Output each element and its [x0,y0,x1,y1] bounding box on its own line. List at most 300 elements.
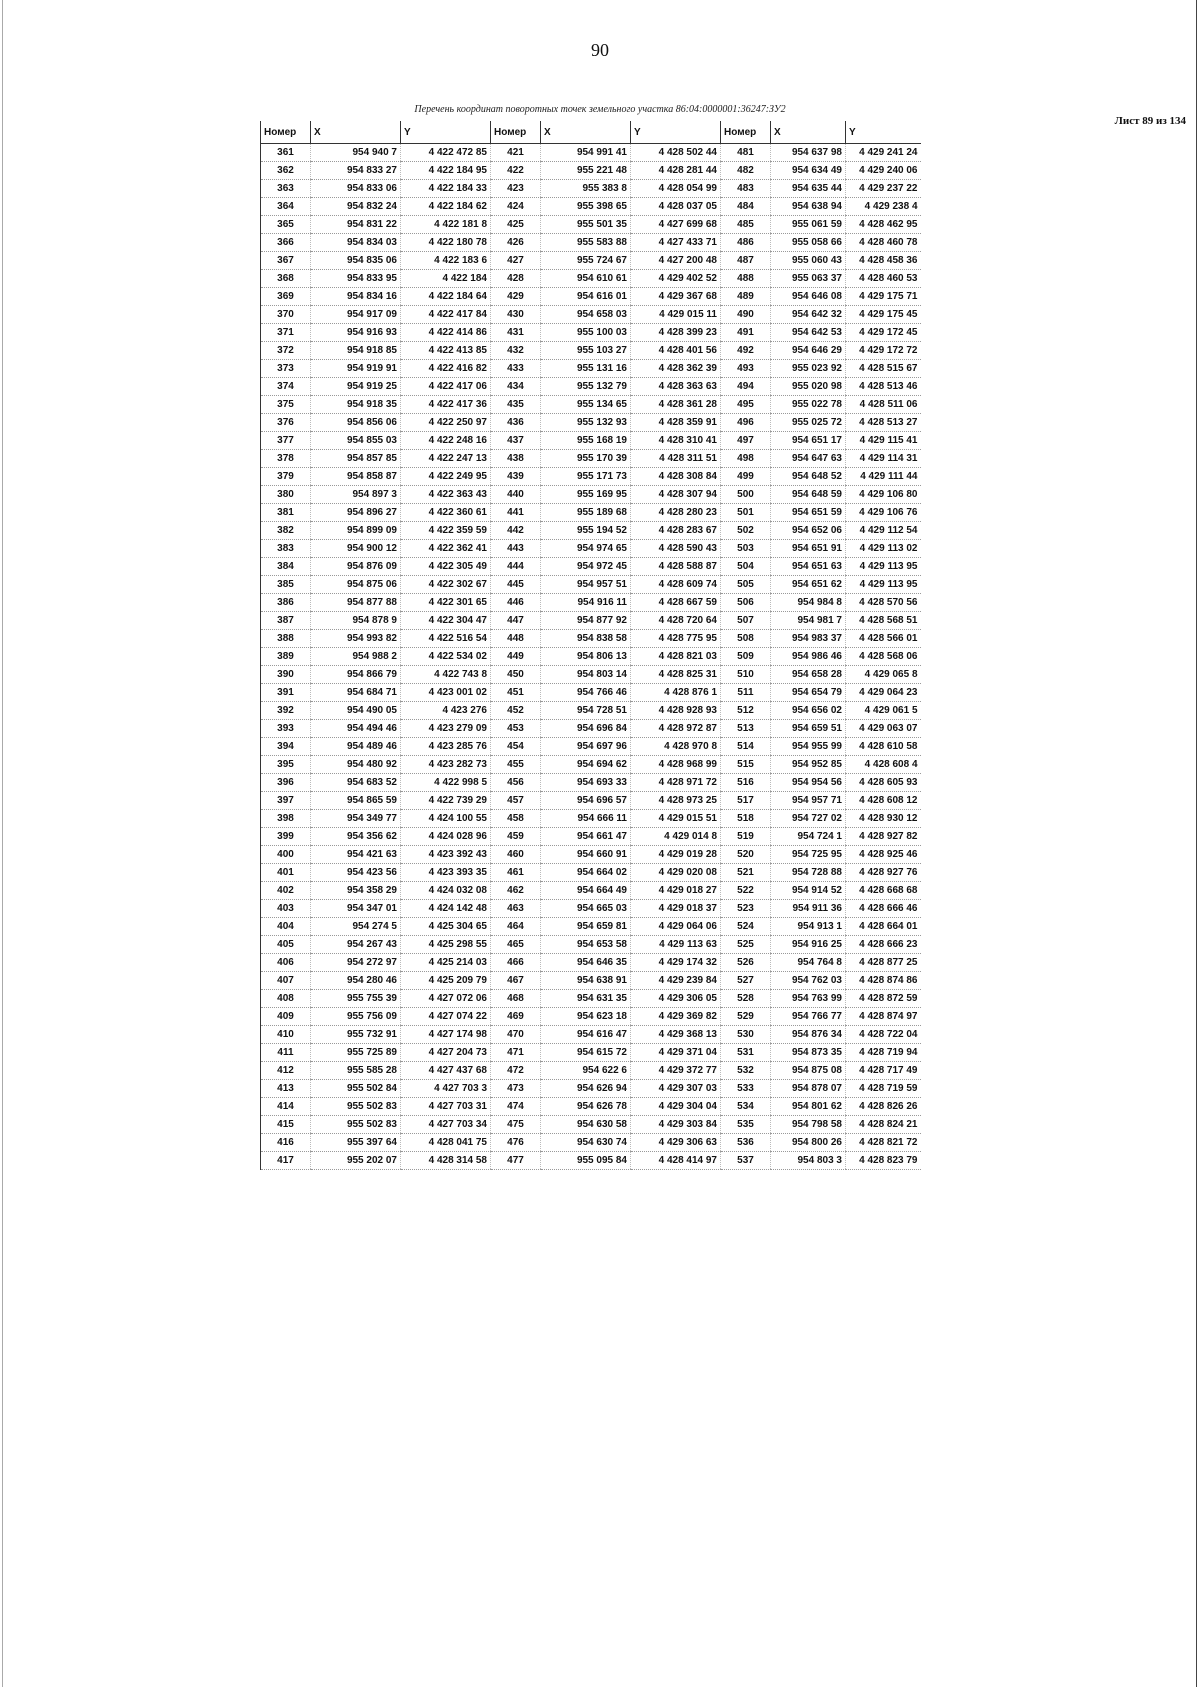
cell-y-3: 4 428 719 94 [846,1044,921,1062]
cell-x-3: 954 986 46 [771,648,846,666]
cell-number-1: 386 [261,594,311,612]
cell-y-3: 4 429 172 45 [846,324,921,342]
cell-y-1: 4 422 184 62 [401,198,491,216]
cell-x-1: 954 480 92 [311,756,401,774]
cell-y-3: 4 428 608 12 [846,792,921,810]
cell-number-3: 487 [721,252,771,270]
table-row [261,792,921,810]
cell-y-2: 4 427 699 68 [631,216,721,234]
cell-x-2: 954 630 58 [541,1116,631,1134]
cell-number-3: 536 [721,1134,771,1152]
cell-number-1: 371 [261,324,311,342]
cell-x-1: 954 267 43 [311,936,401,954]
cell-y-2: 4 428 972 87 [631,720,721,738]
cell-x-3: 954 646 29 [771,342,846,360]
cell-x-2: 954 957 51 [541,576,631,594]
cell-number-2: 443 [491,540,541,558]
cell-number-2: 442 [491,522,541,540]
cell-x-3: 954 651 63 [771,558,846,576]
cell-y-2: 4 429 372 77 [631,1062,721,1080]
table-row [261,954,921,972]
cell-number-2: 425 [491,216,541,234]
cell-x-1: 955 502 83 [311,1116,401,1134]
cell-number-1: 361 [261,144,311,162]
cell-number-2: 437 [491,432,541,450]
cell-x-1: 954 494 46 [311,720,401,738]
cell-number-1: 416 [261,1134,311,1152]
cell-y-2: 4 428 971 72 [631,774,721,792]
cell-y-2: 4 429 018 27 [631,882,721,900]
cell-x-3: 954 763 99 [771,990,846,1008]
cell-number-1: 391 [261,684,311,702]
cell-y-3: 4 429 240 06 [846,162,921,180]
table-row [261,720,921,738]
cell-x-1: 954 917 09 [311,306,401,324]
cell-x-2: 955 501 35 [541,216,631,234]
cell-x-1: 954 358 29 [311,882,401,900]
table-row [261,396,921,414]
cell-x-1: 954 918 85 [311,342,401,360]
cell-number-3: 492 [721,342,771,360]
cell-number-3: 493 [721,360,771,378]
cell-y-3: 4 428 821 72 [846,1134,921,1152]
table-row [261,414,921,432]
cell-x-2: 954 615 72 [541,1044,631,1062]
cell-x-2: 954 661 47 [541,828,631,846]
cell-y-1: 4 422 417 84 [401,306,491,324]
cell-x-2: 954 616 47 [541,1026,631,1044]
table-row [261,558,921,576]
cell-y-2: 4 428 414 97 [631,1152,721,1170]
table-row [261,684,921,702]
cell-number-1: 380 [261,486,311,504]
cell-y-1: 4 423 393 35 [401,864,491,882]
cell-number-1: 413 [261,1080,311,1098]
cell-x-3: 954 800 26 [771,1134,846,1152]
cell-x-1: 954 835 06 [311,252,401,270]
cell-y-1: 4 427 703 34 [401,1116,491,1134]
cell-y-2: 4 428 359 91 [631,414,721,432]
cell-x-2: 954 974 65 [541,540,631,558]
cell-number-1: 400 [261,846,311,864]
cell-y-1: 4 425 298 55 [401,936,491,954]
cell-number-2: 430 [491,306,541,324]
cell-x-2: 955 398 65 [541,198,631,216]
cell-y-1: 4 423 276 [401,702,491,720]
table-row [261,756,921,774]
cell-x-1: 954 988 2 [311,648,401,666]
cell-y-2: 4 428 399 23 [631,324,721,342]
cell-number-3: 524 [721,918,771,936]
cell-number-3: 495 [721,396,771,414]
cell-x-3: 954 652 06 [771,522,846,540]
header-number-2: Номер [491,121,541,144]
cell-number-3: 503 [721,540,771,558]
cell-x-2: 954 991 41 [541,144,631,162]
cell-x-2: 954 616 01 [541,288,631,306]
cell-number-1: 406 [261,954,311,972]
cell-number-2: 454 [491,738,541,756]
cell-y-3: 4 429 175 71 [846,288,921,306]
cell-x-2: 954 972 45 [541,558,631,576]
cell-number-2: 459 [491,828,541,846]
cell-x-3: 954 766 77 [771,1008,846,1026]
cell-number-3: 535 [721,1116,771,1134]
header-x-1: X [311,121,401,144]
cell-x-2: 954 623 18 [541,1008,631,1026]
cell-x-1: 955 502 83 [311,1098,401,1116]
cell-number-2: 449 [491,648,541,666]
cell-number-2: 433 [491,360,541,378]
table-row [261,216,921,234]
table-row [261,774,921,792]
cell-number-2: 469 [491,1008,541,1026]
cell-y-3: 4 428 462 95 [846,216,921,234]
cell-x-3: 954 984 8 [771,594,846,612]
cell-y-2: 4 429 369 82 [631,1008,721,1026]
cell-y-3: 4 429 113 95 [846,576,921,594]
table-row [261,504,921,522]
table-row [261,918,921,936]
cell-x-1: 954 856 06 [311,414,401,432]
cell-x-1: 954 855 03 [311,432,401,450]
cell-y-1: 4 423 279 09 [401,720,491,738]
cell-x-2: 955 171 73 [541,468,631,486]
cell-number-2: 462 [491,882,541,900]
cell-number-3: 527 [721,972,771,990]
cell-y-3: 4 428 719 59 [846,1080,921,1098]
cell-number-2: 457 [491,792,541,810]
cell-x-3: 955 025 72 [771,414,846,432]
cell-y-1: 4 428 314 58 [401,1152,491,1170]
cell-number-2: 471 [491,1044,541,1062]
cell-x-1: 954 896 27 [311,504,401,522]
cell-x-3: 954 911 36 [771,900,846,918]
cell-number-3: 515 [721,756,771,774]
cell-number-3: 518 [721,810,771,828]
cell-y-2: 4 428 667 59 [631,594,721,612]
cell-x-1: 954 866 79 [311,666,401,684]
cell-number-2: 428 [491,270,541,288]
cell-x-3: 954 651 91 [771,540,846,558]
table-row [261,486,921,504]
cell-number-2: 452 [491,702,541,720]
cell-number-3: 525 [721,936,771,954]
cell-number-1: 404 [261,918,311,936]
cell-x-3: 954 876 34 [771,1026,846,1044]
cell-number-2: 447 [491,612,541,630]
cell-number-2: 453 [491,720,541,738]
cell-y-3: 4 429 065 8 [846,666,921,684]
cell-number-2: 423 [491,180,541,198]
cell-number-2: 439 [491,468,541,486]
cell-x-1: 954 272 97 [311,954,401,972]
cell-x-1: 954 919 25 [311,378,401,396]
table-row [261,1062,921,1080]
cell-number-3: 516 [721,774,771,792]
cell-x-1: 955 732 91 [311,1026,401,1044]
cell-x-1: 954 876 09 [311,558,401,576]
cell-x-2: 954 728 51 [541,702,631,720]
cell-y-1: 4 422 183 6 [401,252,491,270]
cell-number-1: 411 [261,1044,311,1062]
cell-number-1: 393 [261,720,311,738]
cell-y-2: 4 429 174 32 [631,954,721,972]
cell-x-3: 954 727 02 [771,810,846,828]
cell-x-2: 954 877 92 [541,612,631,630]
cell-number-3: 534 [721,1098,771,1116]
cell-x-3: 954 635 44 [771,180,846,198]
cell-number-1: 399 [261,828,311,846]
table-row [261,648,921,666]
cell-number-1: 373 [261,360,311,378]
cell-y-3: 4 428 722 04 [846,1026,921,1044]
cell-number-3: 520 [721,846,771,864]
cell-number-2: 444 [491,558,541,576]
cell-y-1: 4 422 360 61 [401,504,491,522]
cell-x-2: 954 659 81 [541,918,631,936]
cell-y-2: 4 428 280 23 [631,504,721,522]
cell-number-1: 398 [261,810,311,828]
cell-number-2: 421 [491,144,541,162]
cell-y-3: 4 429 111 44 [846,468,921,486]
cell-y-3: 4 429 113 02 [846,540,921,558]
table-header-row [261,121,921,144]
cell-y-1: 4 422 184 95 [401,162,491,180]
cell-x-3: 954 764 8 [771,954,846,972]
cell-x-1: 954 834 03 [311,234,401,252]
cell-y-2: 4 429 014 8 [631,828,721,846]
cell-x-2: 954 693 33 [541,774,631,792]
cell-number-2: 427 [491,252,541,270]
cell-number-3: 517 [721,792,771,810]
cell-y-1: 4 424 028 96 [401,828,491,846]
cell-x-2: 954 626 94 [541,1080,631,1098]
cell-x-2: 955 221 48 [541,162,631,180]
cell-x-2: 955 169 95 [541,486,631,504]
cell-number-3: 506 [721,594,771,612]
cell-y-1: 4 422 417 36 [401,396,491,414]
cell-number-1: 362 [261,162,311,180]
cell-y-2: 4 428 361 28 [631,396,721,414]
cell-x-1: 954 423 56 [311,864,401,882]
cell-y-1: 4 425 209 79 [401,972,491,990]
table-row [261,252,921,270]
cell-y-2: 4 428 054 99 [631,180,721,198]
cell-y-3: 4 428 513 27 [846,414,921,432]
cell-y-2: 4 428 973 25 [631,792,721,810]
cell-number-3: 504 [721,558,771,576]
cell-number-3: 528 [721,990,771,1008]
cell-number-1: 403 [261,900,311,918]
table-row [261,234,921,252]
cell-y-3: 4 428 824 21 [846,1116,921,1134]
cell-y-2: 4 427 433 71 [631,234,721,252]
cell-x-3: 954 762 03 [771,972,846,990]
cell-number-2: 474 [491,1098,541,1116]
cell-y-3: 4 428 568 51 [846,612,921,630]
table-row [261,1116,921,1134]
cell-number-3: 505 [721,576,771,594]
cell-x-2: 954 626 78 [541,1098,631,1116]
page-number: 90 [591,40,609,60]
cell-y-3: 4 428 458 36 [846,252,921,270]
cell-y-2: 4 429 239 84 [631,972,721,990]
cell-y-2: 4 428 310 41 [631,432,721,450]
cell-number-1: 414 [261,1098,311,1116]
cell-x-3: 954 913 1 [771,918,846,936]
cell-x-1: 954 899 09 [311,522,401,540]
cell-y-1: 4 422 413 85 [401,342,491,360]
cell-number-3: 510 [721,666,771,684]
cell-y-3: 4 428 664 01 [846,918,921,936]
cell-x-1: 954 875 06 [311,576,401,594]
cell-x-2: 954 838 58 [541,630,631,648]
table-row [261,738,921,756]
table-row [261,1026,921,1044]
cell-x-2: 954 666 11 [541,810,631,828]
cell-y-2: 4 428 821 03 [631,648,721,666]
cell-number-1: 388 [261,630,311,648]
cell-x-1: 954 858 87 [311,468,401,486]
cell-number-1: 394 [261,738,311,756]
cell-number-2: 426 [491,234,541,252]
cell-x-3: 954 875 08 [771,1062,846,1080]
cell-x-1: 955 755 39 [311,990,401,1008]
cell-number-3: 519 [721,828,771,846]
cell-x-3: 954 651 17 [771,432,846,450]
table-row [261,1134,921,1152]
cell-number-1: 408 [261,990,311,1008]
cell-x-1: 954 993 82 [311,630,401,648]
cell-y-2: 4 428 363 63 [631,378,721,396]
cell-x-3: 954 656 02 [771,702,846,720]
cell-x-2: 954 696 84 [541,720,631,738]
cell-number-2: 445 [491,576,541,594]
table-row [261,324,921,342]
header-y-3: Y [846,121,921,144]
cell-number-2: 451 [491,684,541,702]
cell-number-1: 372 [261,342,311,360]
cell-number-3: 489 [721,288,771,306]
cell-number-3: 522 [721,882,771,900]
cell-x-2: 955 194 52 [541,522,631,540]
cell-number-2: 434 [491,378,541,396]
cell-number-3: 513 [721,720,771,738]
cell-number-1: 415 [261,1116,311,1134]
cell-x-1: 955 756 09 [311,1008,401,1026]
cell-number-1: 376 [261,414,311,432]
cell-y-1: 4 427 174 98 [401,1026,491,1044]
cell-x-2: 955 131 16 [541,360,631,378]
table-row [261,432,921,450]
cell-y-2: 4 428 825 31 [631,666,721,684]
cell-x-1: 954 940 7 [311,144,401,162]
table-row [261,936,921,954]
table-row [261,198,921,216]
cell-number-2: 432 [491,342,541,360]
cell-number-2: 429 [491,288,541,306]
cell-x-2: 954 697 96 [541,738,631,756]
cell-number-1: 370 [261,306,311,324]
cell-number-1: 417 [261,1152,311,1170]
cell-y-1: 4 422 184 [401,270,491,288]
cell-y-2: 4 428 968 99 [631,756,721,774]
cell-x-3: 954 642 53 [771,324,846,342]
cell-number-3: 526 [721,954,771,972]
cell-x-3: 955 061 59 [771,216,846,234]
cell-y-3: 4 429 241 24 [846,144,921,162]
cell-y-2: 4 428 720 64 [631,612,721,630]
cell-number-2: 467 [491,972,541,990]
table-row [261,846,921,864]
cell-number-1: 392 [261,702,311,720]
cell-number-2: 477 [491,1152,541,1170]
cell-y-1: 4 422 472 85 [401,144,491,162]
cell-y-3: 4 428 877 25 [846,954,921,972]
cell-number-3: 502 [721,522,771,540]
cell-x-1: 954 833 27 [311,162,401,180]
cell-x-1: 955 202 07 [311,1152,401,1170]
cell-x-1: 954 274 5 [311,918,401,936]
cell-x-2: 955 100 03 [541,324,631,342]
cell-x-1: 955 502 84 [311,1080,401,1098]
cell-y-1: 4 422 416 82 [401,360,491,378]
cell-y-2: 4 428 281 44 [631,162,721,180]
cell-y-1: 4 422 362 41 [401,540,491,558]
cell-x-2: 954 653 58 [541,936,631,954]
table-row [261,972,921,990]
cell-x-2: 954 610 61 [541,270,631,288]
cell-x-1: 954 877 88 [311,594,401,612]
cell-y-3: 4 429 106 76 [846,504,921,522]
cell-number-3: 512 [721,702,771,720]
cell-number-2: 424 [491,198,541,216]
cell-x-3: 954 646 08 [771,288,846,306]
cell-x-1: 955 397 64 [311,1134,401,1152]
cell-x-1: 954 356 62 [311,828,401,846]
cell-y-3: 4 428 511 06 [846,396,921,414]
cell-y-2: 4 428 502 44 [631,144,721,162]
cell-number-3: 494 [721,378,771,396]
cell-x-2: 955 189 68 [541,504,631,522]
cell-number-1: 382 [261,522,311,540]
cell-y-1: 4 424 100 55 [401,810,491,828]
cell-x-1: 954 280 46 [311,972,401,990]
table-row [261,702,921,720]
cell-y-2: 4 428 283 67 [631,522,721,540]
cell-y-2: 4 429 020 08 [631,864,721,882]
cell-x-3: 954 914 52 [771,882,846,900]
coordinates-table [260,121,921,1170]
cell-number-3: 485 [721,216,771,234]
table-row [261,540,921,558]
cell-number-3: 537 [721,1152,771,1170]
cell-y-3: 4 428 874 86 [846,972,921,990]
cell-number-2: 431 [491,324,541,342]
cell-y-3: 4 429 112 54 [846,522,921,540]
cell-number-3: 483 [721,180,771,198]
table-row [261,900,921,918]
cell-x-2: 955 383 8 [541,180,631,198]
cell-y-3: 4 429 113 95 [846,558,921,576]
cell-y-1: 4 422 181 8 [401,216,491,234]
cell-number-2: 465 [491,936,541,954]
cell-y-2: 4 429 371 04 [631,1044,721,1062]
table-caption: Перечень координат поворотных точек земельного участка 86:04:0000001:36247:ЗУ2 [414,104,786,115]
cell-x-2: 955 168 19 [541,432,631,450]
cell-number-2: 472 [491,1062,541,1080]
